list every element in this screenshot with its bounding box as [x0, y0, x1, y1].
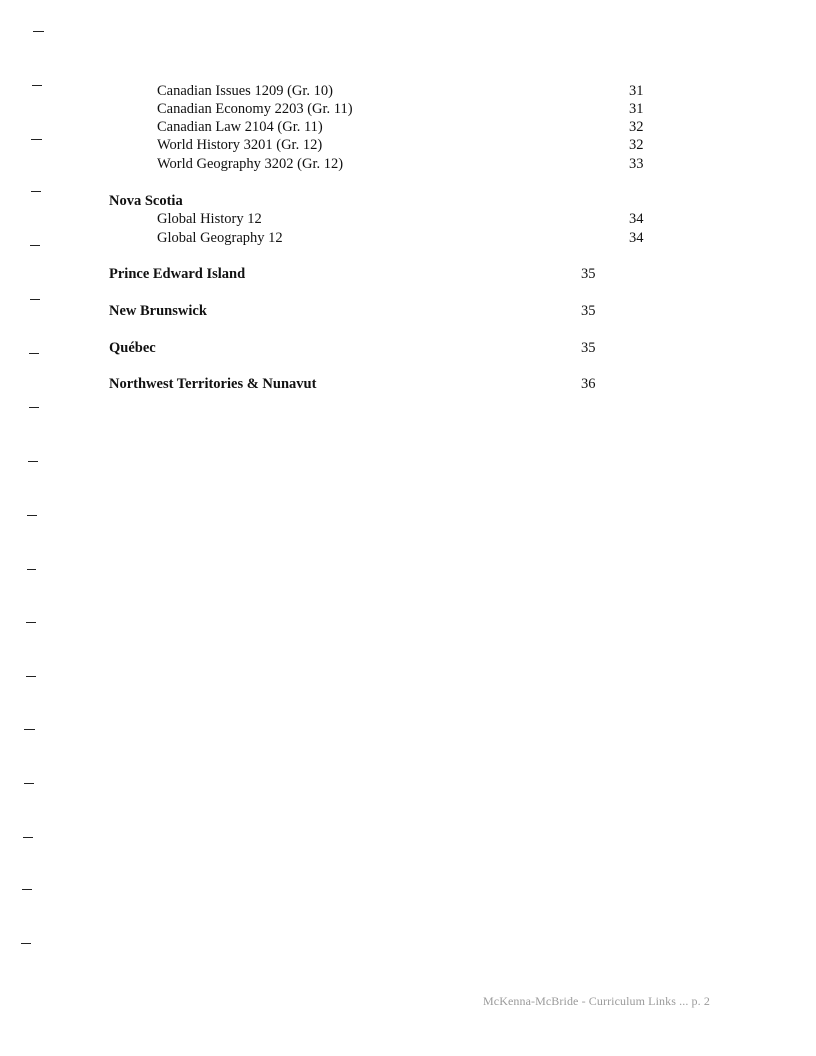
toc-entry-page: 34 [629, 211, 644, 227]
margin-mark [26, 622, 36, 623]
toc-entry-title: Global History 12 [157, 211, 262, 227]
toc-section-page: 35 [581, 340, 596, 356]
margin-mark [31, 191, 41, 192]
toc-entry-page: 34 [629, 230, 644, 246]
toc-entry-title: World Geography 3202 (Gr. 12) [157, 156, 344, 172]
toc-entry-page: 32 [629, 119, 644, 135]
margin-mark [27, 569, 36, 570]
margin-mark [28, 461, 38, 462]
margin-mark [24, 729, 35, 730]
margin-mark [29, 407, 39, 408]
toc-entry-page: 33 [629, 156, 644, 172]
toc-section-heading: New Brunswick [109, 303, 207, 319]
margin-mark [29, 353, 39, 354]
margin-mark [22, 889, 32, 890]
toc-entry-title: Global Geography 12 [157, 230, 283, 246]
toc-section-heading: Québec [109, 340, 156, 356]
margin-mark [27, 515, 37, 516]
margin-mark [23, 837, 33, 838]
toc-entry-title: World History 3201 (Gr. 12) [157, 137, 323, 153]
toc-entry-page: 32 [629, 137, 644, 153]
toc-entry-title: Canadian Issues 1209 (Gr. 10) [157, 83, 333, 99]
toc-section-heading: Prince Edward Island [109, 266, 246, 282]
toc-entry-page: 31 [629, 83, 644, 99]
page-footer: McKenna-McBride - Curriculum Links ... p. 2 [483, 994, 710, 1008]
margin-mark [30, 245, 40, 246]
toc-entry-title: Canadian Law 2104 (Gr. 11) [157, 119, 323, 135]
margin-mark [33, 31, 44, 32]
toc-section-page: 35 [581, 266, 596, 282]
toc-section-heading: Nova Scotia [109, 193, 183, 209]
margin-mark [32, 85, 42, 86]
margin-mark [31, 139, 42, 140]
toc-section-page: 36 [581, 376, 596, 392]
toc-section-page: 35 [581, 303, 596, 319]
margin-mark [21, 943, 31, 944]
margin-mark [24, 783, 34, 784]
margin-mark [30, 299, 40, 300]
toc-entry-page: 31 [629, 101, 644, 117]
toc-entry-title: Canadian Economy 2203 (Gr. 11) [157, 101, 353, 117]
margin-mark [26, 676, 36, 677]
toc-section-heading: Northwest Territories & Nunavut [109, 376, 317, 392]
